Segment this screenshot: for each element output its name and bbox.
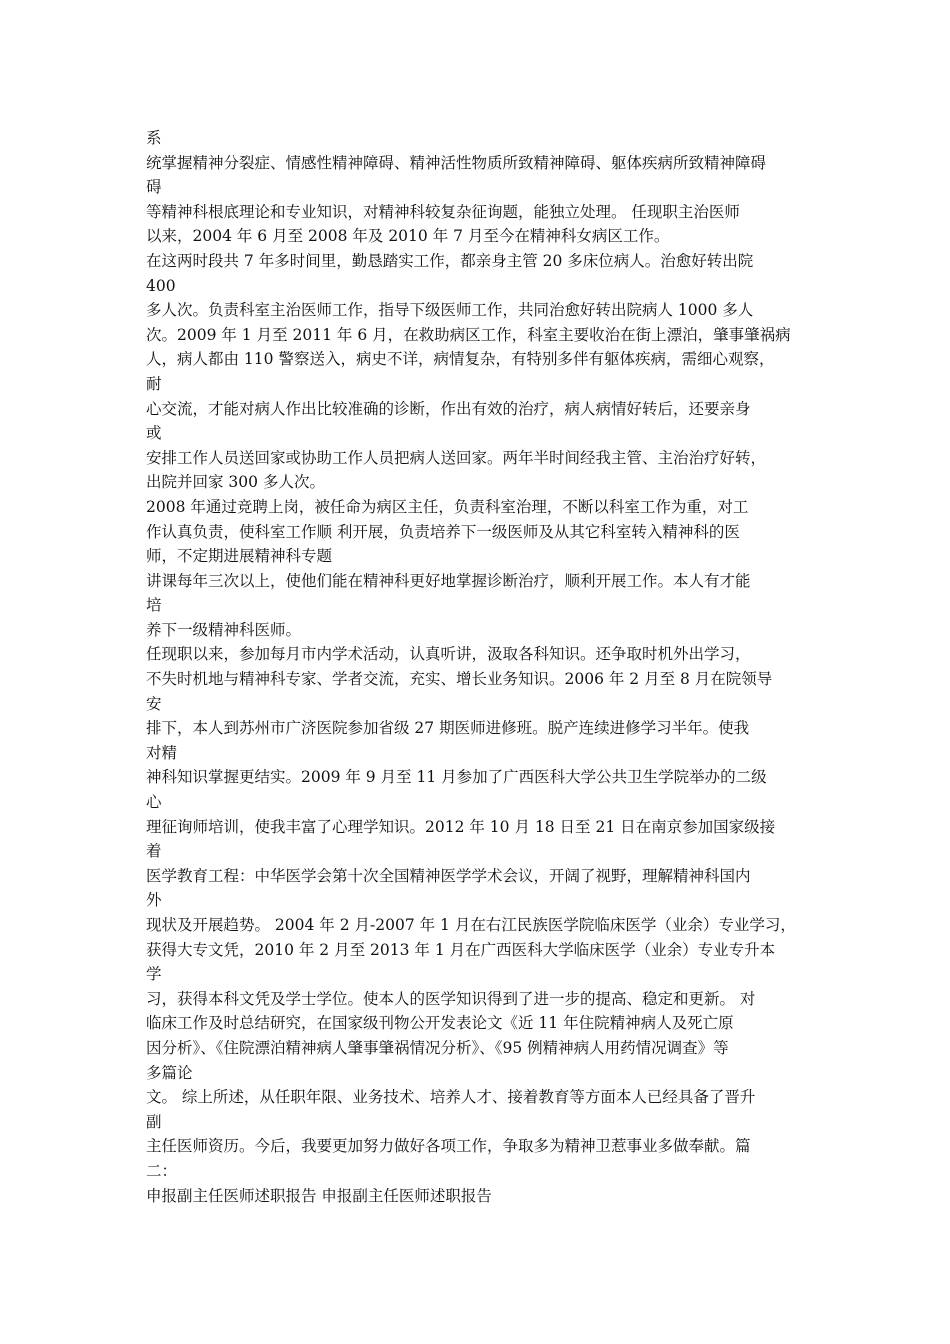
text-line: 师，不定期进展精神科专题	[146, 547, 333, 566]
text-line: 或	[146, 424, 162, 443]
text-line: 临床工作及时总结研究，在国家级刊物公开发表论文《近 11 年住院精神病人及死亡原	[146, 1014, 734, 1033]
text-line: 2008 年通过竞聘上岗，被任命为病区主任，负责科室治理，不断以科室工作为重，对工	[146, 497, 749, 516]
text-line: 申报副主任医师述职报告 申报副主任医师述职报告	[146, 1186, 492, 1205]
text-line: 人，病人都由 110 警察送入，病史不详，病情复杂，有特别多伴有躯体疾病，需细心观察，	[146, 350, 775, 369]
text-line: 二：	[146, 1161, 178, 1180]
text-line: 多篇论	[146, 1063, 193, 1082]
text-line: 现状及开展趋势。 2004 年 2 月-2007 年 1 月在右江民族医学院临床医学（业余）专业学习，	[146, 916, 796, 934]
text-line: 讲课每年三次以上，使他们能在精神科更好地掌握诊断治疗，顺利开展工作。本人有才能	[146, 571, 751, 590]
text-line: 出院并回家 300 多人次。	[146, 473, 325, 492]
text-line: 多人次。负责科室主治医师工作，指导下级医师工作，共同治愈好转出院病人 1000 多人	[146, 301, 754, 320]
text-line: 统掌握精神分裂症、情感性精神障碍、精神活性物质所致精神障碍、躯体疾病所致精神障碍	[146, 153, 767, 172]
text-line: 作认真负责，使科室工作顺 利开展，负责培养下一级医师及从其它科室转入精神科的医	[146, 522, 740, 541]
text-line: 次。2009 年 1 月至 2011 年 6 月，在救助病区工作，科室主要收治在街上漂泊，肇事肇祸病	[146, 325, 791, 344]
text-line: 着	[146, 842, 162, 861]
text-line: 耐	[146, 374, 162, 393]
text-line: 因分析》、《住院漂泊精神病人肇事肇祸情况分析》、《95 例精神病人用药情况调查》等	[146, 1038, 729, 1057]
text-line: 安排工作人员送回家或协助工作人员把病人送回家。两年半时间经我主管、主治治疗好转，	[146, 448, 767, 467]
text-line: 对精	[146, 743, 178, 762]
text-line: 外	[146, 891, 162, 910]
text-line: 系	[146, 129, 162, 147]
text-line: 理征询师培训，使我丰富了心理学知识。2012 年 10 月 18 日至 21 日在南京参加国家级接	[146, 817, 776, 836]
text-line: 安	[146, 694, 162, 713]
text-line: 等精神科根底理论和专业知识，对精神科较复杂征询题，能独立处理。 任现职主治医师	[146, 202, 740, 221]
text-line: 主任医师资历。今后，我要更加努力做好各项工作，争取多为精神卫惹事业多做奉献。篇	[146, 1137, 751, 1156]
text-line: 医学教育工程：中华医学会第十次全国精神医学学术会议，开阔了视野，理解精神科国内	[146, 866, 751, 885]
text-line: 获得大专文凭，2010 年 2 月至 2013 年 1 月在广西医科大学临床医学（业余）专业专升本	[146, 940, 776, 959]
text-line: 培	[146, 596, 162, 615]
text-line: 不失时机地与精神科专家、学者交流，充实、增长业务知识。2006 年 2 月至 8 月在院领导	[146, 670, 773, 689]
text-line: 在这两时段共 7 年多时间里，勤恳踏实工作，都亲身主管 20 多床位病人。治愈好转出院	[146, 251, 754, 270]
text-line: 碍	[146, 178, 162, 197]
text-line: 副	[146, 1112, 162, 1131]
text-line: 心交流，才能对病人作出比较准确的诊断，作出有效的治疗，病人病情好转后，还要亲身	[146, 399, 751, 418]
text-line: 排下，本人到苏州市广济医院参加省级 27 期医师进修班。脱产连续进修学习半年。使我	[146, 719, 750, 738]
text-line: 任现职以来，参加每月市内学术活动，认真听讲，汲取各科知识。还争取时机外出学习，	[146, 645, 751, 664]
text-line: 神科知识掌握更结实。2009 年 9 月至 11 月参加了广西医科大学公共卫生学院举办的二级	[146, 768, 767, 787]
text-line: 习，获得本科文凭及学士学位。使本人的医学知识得到了进一步的提高、稳定和更新。 对	[146, 989, 756, 1008]
text-line: 养下一级精神科医师。	[146, 620, 302, 639]
document-body	[146, 126, 826, 1208]
text-line: 400	[146, 276, 176, 295]
text-line: 文。 综上所述，从任职年限、业务技术、培养人才、接着教育等方面本人已经具备了晋升	[146, 1088, 756, 1107]
text-line: 以来，2004 年 6 月至 2008 年及 2010 年 7 月至今在精神科女病区工作。	[146, 227, 670, 246]
text-line: 心	[146, 793, 162, 812]
text-line: 学	[146, 965, 162, 984]
